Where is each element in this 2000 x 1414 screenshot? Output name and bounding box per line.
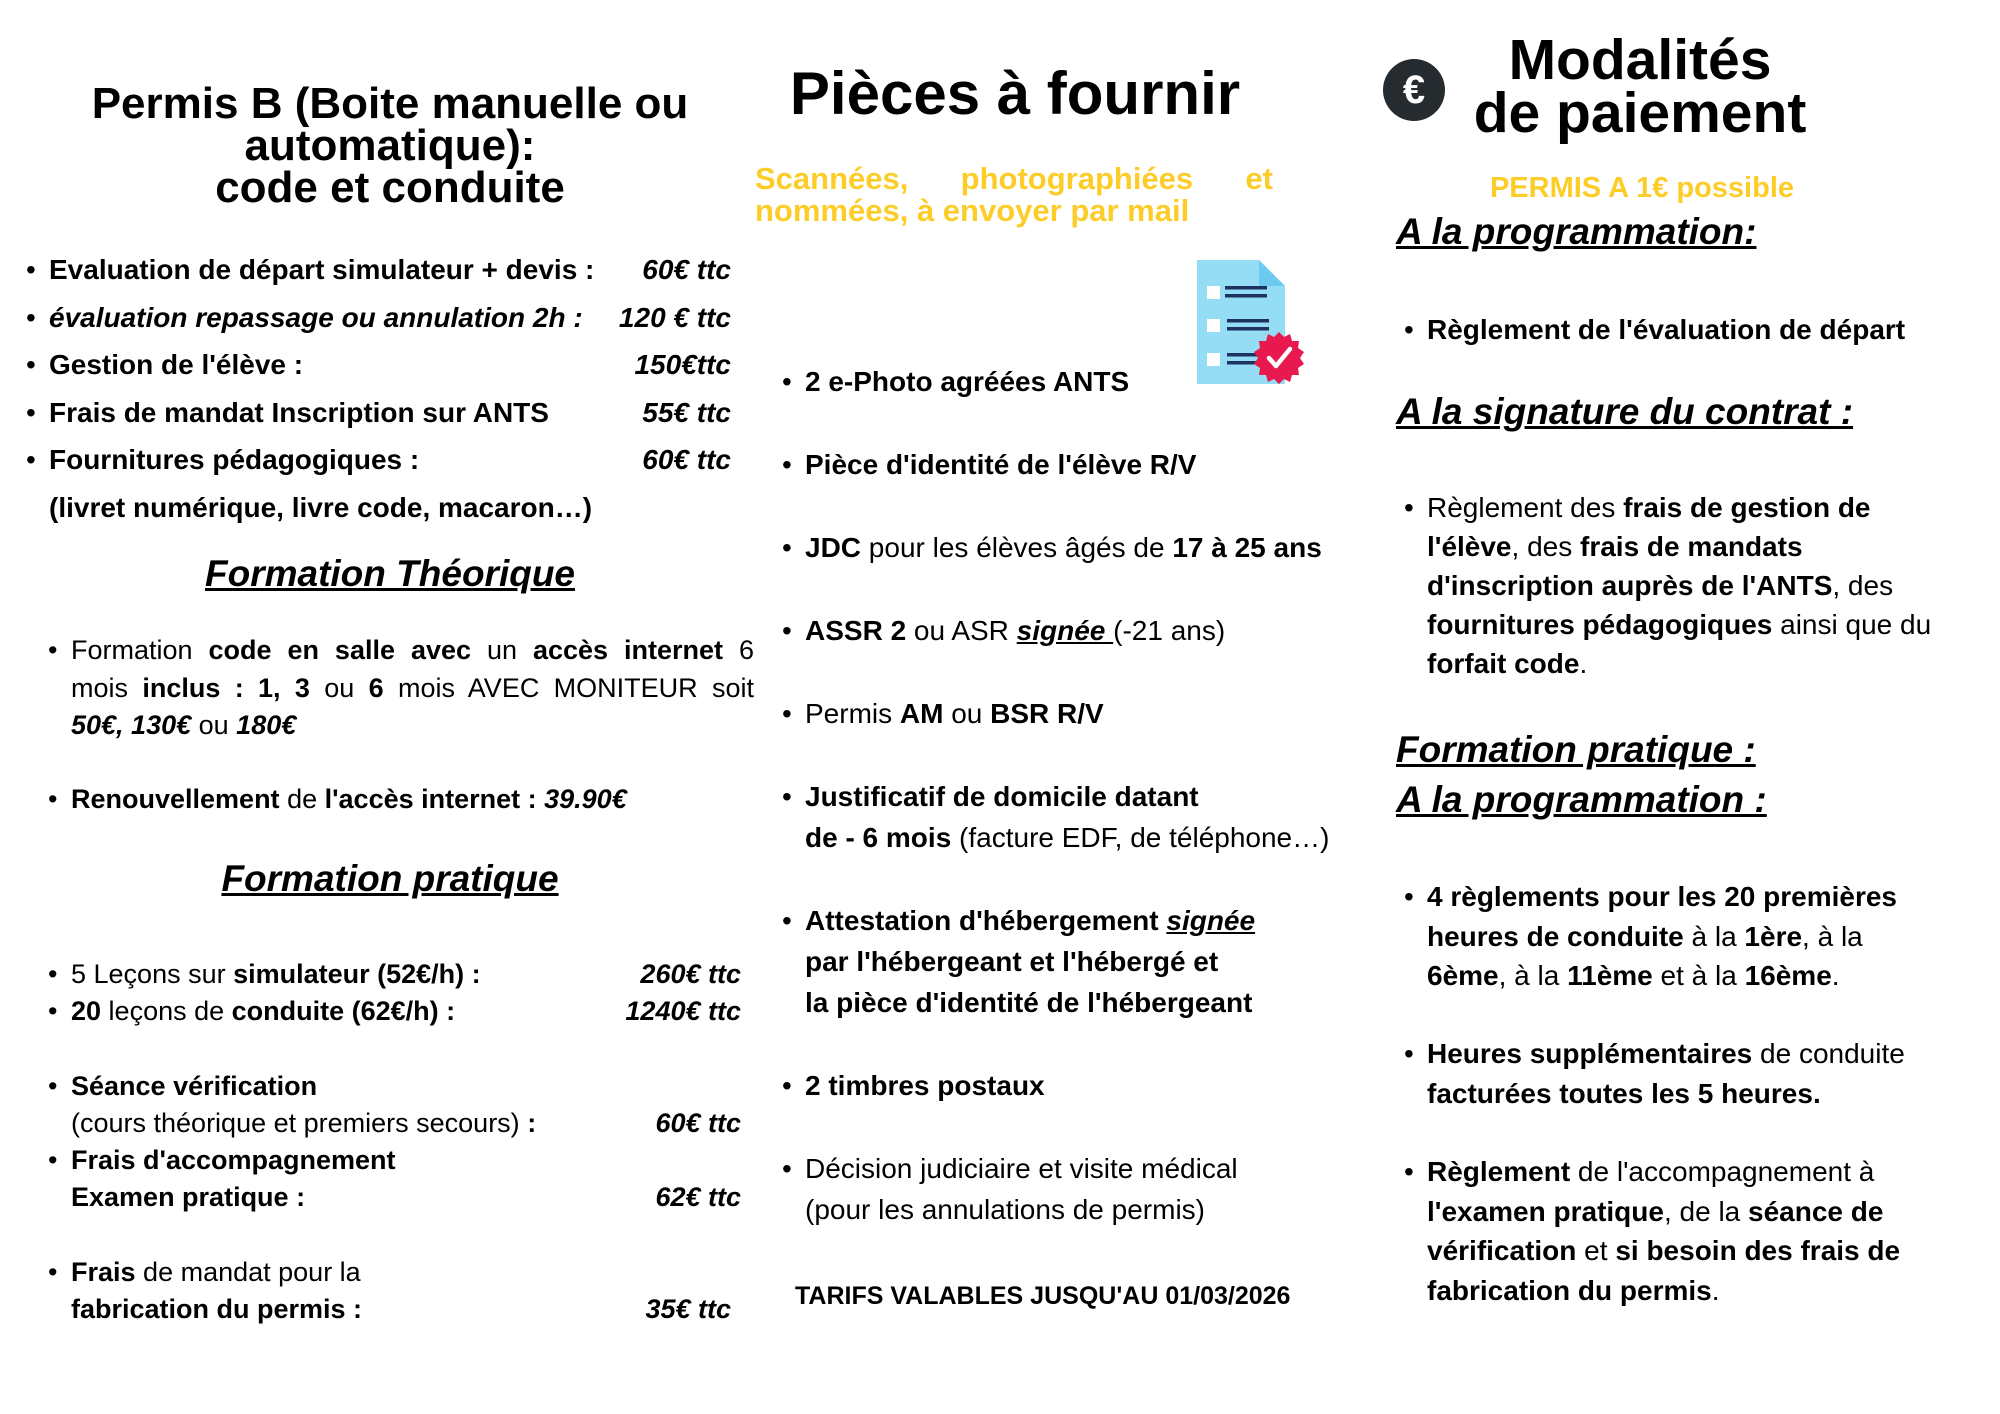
list-item <box>782 610 1365 651</box>
text-segment: , de la <box>1663 1195 1749 1227</box>
text-segment: ASSR 2 <box>805 615 907 646</box>
list-item <box>782 527 1365 568</box>
text-segment: . <box>1711 1274 1720 1306</box>
text-segment: simulateur (52€/h) : <box>233 959 481 989</box>
price: 150€ttc <box>634 349 731 381</box>
text-segment: 2 timbres postaux <box>805 1070 1045 1101</box>
text-segment: leçons de <box>101 996 232 1026</box>
list-item <box>48 956 741 993</box>
payment-practice-list-3 <box>1404 1152 1987 1310</box>
text-segment: mois <box>71 672 143 703</box>
text-segment: 17 à 25 ans <box>1172 532 1322 563</box>
list-item-continuation <box>1427 605 1987 644</box>
text-segment: Frais <box>71 1257 136 1287</box>
text-segment: l'élève <box>1427 531 1512 562</box>
text-segment: 1ère <box>1744 920 1803 952</box>
bullet-icon: • <box>1404 314 1414 345</box>
list-item-continuation <box>805 941 1365 982</box>
promo-permis-1-euro: PERMIS A 1€ possible <box>1489 172 1795 204</box>
list-item <box>26 246 731 294</box>
text-segment: conduite (62€/h) : <box>231 996 456 1026</box>
bullet-icon: • <box>782 1153 792 1184</box>
list-item-continuation <box>1427 644 1987 683</box>
bullet-icon: • <box>26 254 36 285</box>
text-segment: vérification <box>1427 1235 1577 1266</box>
text-segment: l'examen pratique <box>1427 1195 1664 1227</box>
text-segment: de - 6 mois <box>805 822 952 853</box>
formation-theorique-heading: Formation Théorique <box>205 553 575 594</box>
price: 120 € ttc <box>618 301 731 333</box>
bullet-icon: • <box>782 1070 792 1101</box>
list-item <box>26 389 731 437</box>
list-item <box>48 1142 741 1179</box>
bullet-icon: • <box>782 698 792 729</box>
text-segment: fournitures pédagogiques <box>1427 609 1773 640</box>
permis-b-title <box>40 79 740 212</box>
text-segment: fabrication du permis : <box>71 1294 363 1324</box>
document-item <box>782 900 1365 1023</box>
tarifs-validity: TARIFS VALABLES JUSQU'AU 01/03/2026 <box>795 1282 1291 1310</box>
fees-list <box>26 246 731 532</box>
text-segment: ou ASR <box>906 615 1017 646</box>
text-segment: , des <box>1511 531 1580 562</box>
text-segment: évaluation repassage ou annulation 2h : <box>49 301 583 333</box>
bullet-icon: • <box>26 349 36 381</box>
bullet-icon: • <box>782 905 792 936</box>
signature-list <box>1404 488 1987 683</box>
text-segment: (livret numérique, livre code, macaron…) <box>49 491 593 523</box>
text-segment: ou <box>191 710 237 740</box>
text-segment: pour les élèves âgés de <box>861 532 1173 563</box>
list-item-continuation <box>755 195 1273 227</box>
text-segment: d'inscription auprès de l'ANTS <box>1427 570 1833 601</box>
document-item <box>782 444 1365 485</box>
practice-extras-list <box>48 1068 741 1216</box>
text-segment: nommées, à envoyer par mail <box>755 193 1190 228</box>
text-segment: 16ème <box>1744 960 1832 991</box>
text-segment: Justificatif de domicile datant <box>805 781 1199 812</box>
modalites-title <box>1460 28 1820 145</box>
bullet-icon: • <box>48 1071 58 1101</box>
renewal-list <box>48 781 754 819</box>
price: 60€ ttc <box>642 444 731 476</box>
text-segment: frais de gestion de <box>1623 492 1871 523</box>
text-segment: Règlement des <box>1427 492 1624 523</box>
document-item <box>782 1148 1365 1230</box>
list-item <box>26 436 731 484</box>
text-segment: 4 règlements pour les 20 premières <box>1427 881 1897 912</box>
text-segment: ainsi que du <box>1772 609 1932 640</box>
bullet-icon: • <box>48 1257 58 1287</box>
list-item <box>1404 1152 1987 1192</box>
text-segment: Renouvellement <box>71 784 280 814</box>
list-item <box>48 993 741 1030</box>
text-segment: un <box>471 635 533 665</box>
text-segment: 50€, 130€ <box>71 710 192 740</box>
bullet-icon: • <box>782 366 792 397</box>
list-item <box>48 632 754 670</box>
text-segment: . <box>1579 648 1588 679</box>
text-segment: forfait code <box>1427 648 1580 679</box>
text-segment: conduite <box>381 163 565 212</box>
bullet-icon: • <box>48 1145 58 1175</box>
text-segment: 5 Leçons sur <box>71 959 234 989</box>
text-segment: (facture EDF, de téléphone…) <box>951 822 1330 853</box>
text-segment: séance de <box>1748 1195 1884 1227</box>
text-segment: Permis <box>805 698 900 729</box>
list-item <box>782 1065 1365 1106</box>
list-item <box>782 444 1365 485</box>
bullet-icon: • <box>48 996 58 1026</box>
text-segment: signée <box>1016 615 1114 646</box>
document-item <box>782 776 1365 858</box>
text-segment: JDC <box>805 532 862 563</box>
price: 1240€ ttc <box>625 996 741 1026</box>
text-segment: AM <box>899 698 944 729</box>
text-segment: , des <box>1832 570 1894 601</box>
text-segment: Gestion de l'élève : <box>49 349 304 381</box>
formation-pratique-payment-heading: Formation pratique : <box>1396 729 1756 770</box>
list-item-continuation <box>1427 1192 1987 1232</box>
bullet-icon: • <box>48 635 58 665</box>
theory-list <box>48 632 754 745</box>
programmation-list <box>1404 310 1987 349</box>
document-item <box>782 361 1365 402</box>
text-segment: l'accès internet : <box>324 784 545 814</box>
text-segment: (pour les annulations de permis) <box>805 1194 1205 1225</box>
text-segment: ou <box>943 698 991 729</box>
list-item <box>26 294 731 342</box>
list-item <box>782 900 1365 941</box>
programmation-heading: A la programmation: <box>1396 211 1757 252</box>
text-segment: à la <box>1683 920 1745 952</box>
list-item-continuation <box>49 484 731 532</box>
text-segment: accès internet <box>532 635 724 665</box>
text-segment: et <box>317 163 382 212</box>
text-segment: Frais de mandat Inscription sur ANTS <box>49 396 549 428</box>
list-item <box>48 1068 741 1105</box>
bullet-icon: • <box>1404 1156 1414 1187</box>
bullet-icon: • <box>48 784 58 814</box>
list-item <box>48 781 754 819</box>
list-item-continuation <box>805 982 1365 1023</box>
list-item-continuation <box>1427 1074 1987 1114</box>
price: 60€ ttc <box>642 254 731 285</box>
list-item-continuation <box>1427 1271 1987 1311</box>
document-item <box>782 527 1365 568</box>
bullet-icon: • <box>782 781 792 812</box>
text-segment: , à la <box>1802 920 1863 952</box>
text-segment: Frais d'accompagnement <box>71 1145 396 1175</box>
text-segment: Examen pratique : <box>71 1182 306 1212</box>
list-item-continuation <box>755 163 1273 195</box>
price: 60€ ttc <box>655 1108 741 1138</box>
bullet-icon: • <box>1404 1038 1414 1069</box>
list-item <box>782 693 1365 734</box>
text-segment: signée <box>1166 905 1256 936</box>
document-item <box>782 1065 1365 1106</box>
list-item-continuation <box>71 670 754 708</box>
text-segment: heures de conduite <box>1427 920 1684 952</box>
price: 55€ ttc <box>642 396 731 428</box>
text-segment: 6 <box>368 672 384 703</box>
document-item <box>782 693 1365 734</box>
bullet-icon: • <box>782 615 792 646</box>
bullet-icon: • <box>48 959 58 989</box>
list-item-continuation <box>71 1105 741 1142</box>
text-segment: 2 e-Photo agréées ANTS <box>805 366 1130 397</box>
title-line: de paiement <box>1473 81 1807 145</box>
payment-practice-list-1 <box>1404 877 1987 996</box>
text-segment: par l'hébergeant et l'hébergé et <box>805 946 1219 977</box>
price: 35€ ttc <box>645 1294 731 1324</box>
list-item <box>26 341 731 389</box>
text-segment: Scannées, photographiées et <box>755 161 1273 196</box>
price: 260€ ttc <box>640 959 741 989</box>
text-segment: facturées toutes les 5 heures. <box>1427 1077 1821 1109</box>
list-item <box>1404 488 1987 527</box>
formation-pratique-heading: Formation pratique <box>221 858 559 899</box>
text-segment: de <box>279 784 325 814</box>
text-segment: Evaluation de départ simulateur + devis : <box>49 254 595 285</box>
text-segment: Formation <box>71 635 209 665</box>
programmation-heading-2: A la programmation : <box>1396 779 1767 820</box>
text-segment: de mandat pour la <box>135 1257 361 1287</box>
text-segment: Fournitures pédagogiques : <box>49 444 420 476</box>
list-item-continuation <box>1427 956 1987 996</box>
text-segment: 39.90€ <box>544 784 627 814</box>
text-segment: : <box>519 1108 537 1138</box>
text-segment: la pièce d'identité de l'hébergeant <box>805 987 1253 1018</box>
text-segment: mois AVEC MONITEUR soit <box>383 672 754 703</box>
pieces-title: Pièces à fournir <box>789 60 1241 127</box>
text-segment: BSR R/V <box>990 698 1104 729</box>
text-segment: , à la <box>1498 960 1568 991</box>
list-item-continuation <box>805 817 1365 858</box>
text-segment: ou <box>309 672 369 703</box>
text-segment: Règlement <box>1427 1156 1571 1187</box>
pieces-subtitle <box>755 163 1273 227</box>
text-segment: et à la <box>1652 960 1745 991</box>
text-segment: code <box>215 163 318 212</box>
title-line: Modalités <box>1508 28 1772 92</box>
text-segment: 20 <box>71 996 102 1026</box>
title-line <box>40 163 740 212</box>
title-line: Permis B (Boite manuelle ou <box>91 79 689 128</box>
list-item-continuation <box>1427 566 1987 605</box>
title-line: automatique): <box>244 121 536 170</box>
list-item <box>1404 310 1987 349</box>
euro-icon: € <box>1383 59 1445 121</box>
text-segment: de conduite <box>1752 1038 1905 1069</box>
text-segment: . <box>1831 960 1840 991</box>
text-segment: et <box>1576 1235 1616 1266</box>
list-item-continuation <box>71 707 754 745</box>
bullet-icon: • <box>782 532 792 563</box>
bullet-icon: • <box>782 449 792 480</box>
price: 62€ ttc <box>655 1182 741 1212</box>
text-segment: Pièce d'identité de l'élève R/V <box>805 449 1197 480</box>
text-segment: 180€ <box>236 710 297 740</box>
text-segment: Règlement de l'évaluation de départ <box>1427 314 1906 345</box>
bullet-icon: • <box>26 396 36 428</box>
text-segment: si besoin des frais de <box>1615 1235 1901 1266</box>
pieces-list <box>782 361 1365 1272</box>
text-segment: Décision judiciaire et visite médical <box>805 1153 1238 1184</box>
text-segment: fabrication du permis <box>1427 1274 1712 1306</box>
list-item <box>782 776 1365 817</box>
text-segment: Attestation d'hébergement <box>805 905 1167 936</box>
text-segment: Heures supplémentaires <box>1427 1038 1753 1069</box>
practice-lessons-list <box>48 956 741 1030</box>
practice-mandate-list <box>48 1254 731 1328</box>
list-item-continuation <box>1427 1231 1987 1271</box>
text-segment: 6ème <box>1427 960 1499 991</box>
text-segment: (cours théorique et premiers secours) <box>71 1108 520 1138</box>
list-item <box>48 1254 731 1291</box>
list-item-continuation <box>1427 917 1987 957</box>
text-segment: de l'accompagnement à <box>1570 1156 1875 1187</box>
list-item-continuation <box>805 1189 1365 1230</box>
text-segment: 6 <box>723 635 754 665</box>
text-segment: 11ème <box>1567 960 1653 991</box>
text-segment: Séance vérification <box>71 1071 318 1101</box>
bullet-icon: • <box>1404 881 1414 912</box>
list-item <box>782 361 1365 402</box>
list-item-continuation <box>71 1291 731 1328</box>
bullet-icon: • <box>26 301 36 333</box>
document-item <box>782 610 1365 651</box>
signature-heading: A la signature du contrat : <box>1396 391 1854 432</box>
payment-practice-list-2 <box>1404 1034 1987 1113</box>
text-segment: code en salle avec <box>208 635 472 665</box>
list-item <box>1404 877 1987 917</box>
bullet-icon: • <box>1404 492 1414 523</box>
list-item <box>782 1148 1365 1189</box>
text-segment: (-21 ans) <box>1113 615 1226 646</box>
text-segment: frais de mandats <box>1580 531 1803 562</box>
bullet-icon: • <box>26 444 36 476</box>
list-item <box>1404 1034 1987 1074</box>
list-item-continuation <box>1427 527 1987 566</box>
text-segment: inclus : 1, 3 <box>142 672 310 703</box>
list-item-continuation <box>71 1179 741 1216</box>
